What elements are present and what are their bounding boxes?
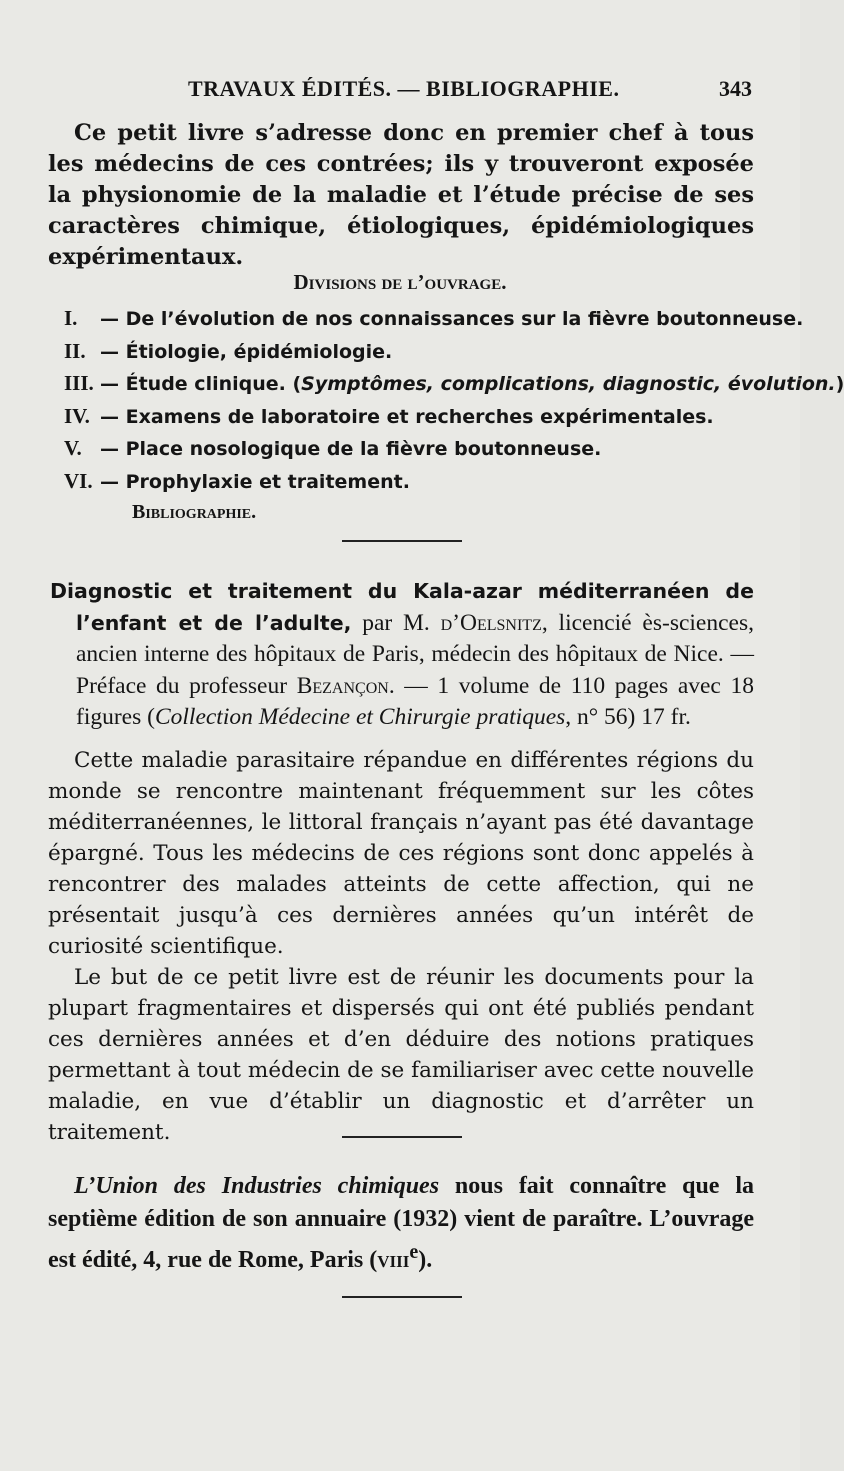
division-item xyxy=(64,404,764,437)
notice-text: nous fait connaître que la septième édition de son annuaire (1932) vient de paraître. L’ouvrage est édité, 4, rue de Rome, Paris ( xyxy=(48,1173,754,1273)
division-number: I. xyxy=(64,306,78,330)
division-text: — Examens de laboratoire et recherches expérimentales. xyxy=(100,405,714,428)
division-text-tail: ) xyxy=(835,373,844,395)
division-italic-text: Symptômes, complications, diagnostic, évolution. xyxy=(301,373,836,395)
notice-arrondissement: viii xyxy=(377,1247,410,1273)
review-body-paragraph: Le but de ce petit livre est de réunir les documents pour la plupart fragmentaires et dispersés qui ont été publiés pendant ces dernières années et d’en déduire des notions pratiques permettant à tout médecin de se familiariser avec cette nouvelle maladie, en vue d’établir un diagnostic et d’arrêter un traitement. xyxy=(48,965,754,1145)
intro-paragraph: Ce petit livre s’adresse donc en premier chef à tous les médecins de ces contrées; ils y trouveront exposée la physionomie de la maladie et l’étude précise de ses caractères chimique, étiologiques, épidémiologiques expérimentaux. xyxy=(48,120,754,270)
division-item xyxy=(64,469,764,502)
division-number: IV. xyxy=(64,403,90,428)
division-item xyxy=(64,371,844,404)
notice-org: L’Union des Industries chimiques xyxy=(74,1173,440,1199)
division-text: — Prophylaxie et traitement. xyxy=(100,470,410,493)
page-number: 343 xyxy=(719,76,752,101)
division-item xyxy=(64,306,804,339)
review-by: par M. xyxy=(351,609,441,636)
division-number: II. xyxy=(64,338,86,363)
divisions-list xyxy=(64,306,844,534)
division-text: — Étude clinique. ( xyxy=(100,373,302,395)
review-credentials: , licencié ès-sciences, ancien interne des hôpitaux de Paris, médecin des hôpitaux de Nice. — Préface du professeur xyxy=(76,609,754,699)
bibliography-label: Bibliographie. xyxy=(132,501,257,523)
division-number: III. xyxy=(64,371,94,395)
division-text: — Place nosologique de la fièvre boutonneuse. xyxy=(100,438,602,460)
division-number: V. xyxy=(64,436,82,460)
preface-author: Bezançon xyxy=(296,672,389,699)
running-header xyxy=(0,76,800,110)
review-citation xyxy=(50,576,754,734)
division-item xyxy=(64,436,764,469)
division-number: VI. xyxy=(64,468,93,493)
division-text: — De l’évolution de nos connaissances sur la fièvre boutonneuse. xyxy=(100,308,804,330)
notice-paragraph xyxy=(48,1170,754,1277)
divisions-title: Divisions de l’ouvrage. xyxy=(293,270,507,294)
divider-rule xyxy=(342,1136,462,1138)
review-details-end: , n° 56) 17 fr. xyxy=(565,704,691,730)
review-details: . — 1 volume de 110 pages avec 18 figures ( xyxy=(76,672,754,730)
header-title: TRAVAUX ÉDITÉS. — BIBLIOGRAPHIE. xyxy=(188,76,620,101)
review-body-paragraph: Cette maladie parasitaire répandue en différentes régions du monde se rencontre maintenant fréquemment sur les côtes méditerranéennes, le littoral français n’ayant pas été davantage épargné. Tous les médecins de ces régions sont donc appelés à rencontrer des malades atteints de cette affection, qui ne présentait jusqu’à ces dernières années qu’un intérêt de curiosité scientifique. xyxy=(48,748,754,959)
collection-name: Collection Médecine et Chirurgie pratiques xyxy=(154,704,566,730)
notice-end: ). xyxy=(418,1247,433,1273)
notice-superscript: e xyxy=(409,1241,419,1263)
divider-rule xyxy=(342,1296,462,1298)
division-item xyxy=(64,339,764,372)
divider-rule xyxy=(342,540,462,542)
division-text: — Étiologie, épidémiologie. xyxy=(100,340,393,363)
bibliography-item xyxy=(64,501,764,534)
review-author: d’Oelsnitz xyxy=(440,609,542,636)
book-title: Diagnostic et traitement du Kala-azar méditerranéen de l’enfant et de l’adulte, xyxy=(50,579,754,635)
